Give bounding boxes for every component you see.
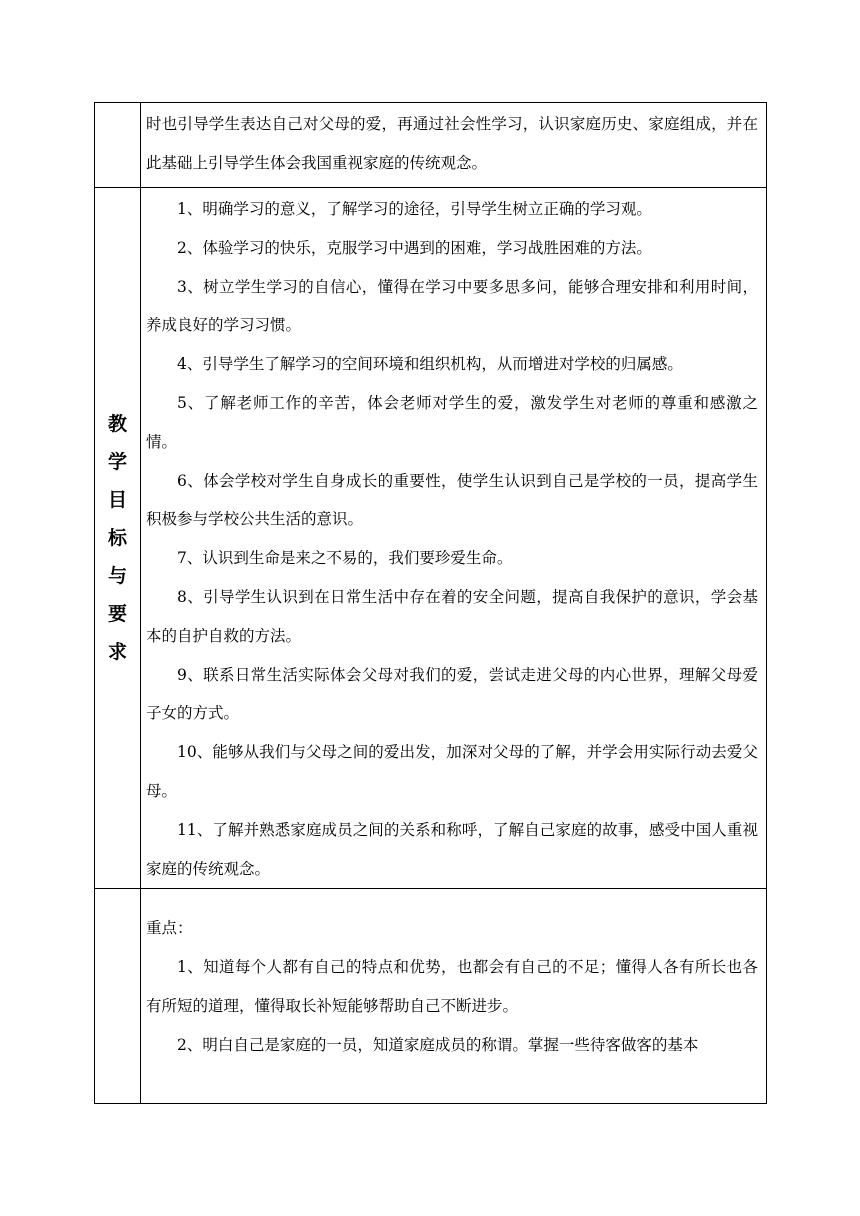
goal-item: 3、树立学生学习的自信心，懂得在学习中要多思多问，能够合理安排和利用时间，养成良好的学习习惯。: [146, 277, 758, 335]
goal-item: 6、体会学校对学生自身成长的重要性，使学生认识到自己是学校的一员，提高学生积极参与学校公共生活的意识。: [146, 471, 758, 529]
goal-item: 5、了解老师工作的辛苦，体会老师对学生的爱，激发学生对老师的尊重和感激之情。: [146, 393, 758, 451]
key-point-item: 2、明白自己是家庭的一员，知道家庭成员的称谓。掌握一些待客做客的基本: [177, 1035, 699, 1054]
key-points-heading: 重点：: [146, 919, 193, 938]
table-row: [95, 103, 767, 188]
row-content-cell: [141, 889, 767, 1104]
goal-item: 4、引导学生了解学习的空间环境和组织机构，从而增进对学校的归属感。: [177, 355, 683, 374]
goal-item: 9、联系日常生活实际体会父母对我们的爱，尝试走进父母的内心世界，理解父母爱子女的方式。: [146, 665, 758, 723]
goal-item: 8、引导学生认识到在日常生活中存在着的安全问题，提高自我保护的意识，学会基本的自护自救的方法。: [146, 587, 758, 645]
teaching-goals-label: 教学目标与要求: [107, 413, 127, 664]
goal-item: 11、了解并熟悉家庭成员之间的关系和称呼，了解自己家庭的故事，感受中国人重视家庭的传统观念。: [146, 820, 758, 878]
row-label-cell: [95, 188, 141, 889]
row-content-cell: [141, 103, 767, 188]
paragraph: 时也引导学生表达自己对父母的爱，再通过社会性学习，认识家庭历史、家庭组成，并在此基础上引导学生体会我国重视家庭的传统观念。: [146, 115, 758, 172]
key-point-item: 1、知道每个人都有自己的特点和优势，也都会有自己的不足；懂得人各有所长也各有所短的道理，懂得取长补短能够帮助自己不断进步。: [146, 958, 758, 1015]
row-label-cell: [95, 889, 141, 1104]
goal-item: 1、明确学习的意义，了解学习的途径，引导学生树立正确的学习观。: [177, 200, 652, 218]
table-row: [95, 188, 767, 889]
table-row: [95, 889, 767, 1104]
lesson-plan-table: [94, 102, 767, 1104]
row-label-cell: [95, 103, 141, 188]
goal-item: 10、能够从我们与父母之间的爱出发，加深对父母的了解，并学会用实际行动去爱父母。: [146, 743, 758, 800]
goal-item: 2、体验学习的快乐，克服学习中遇到的困难，学习战胜困难的方法。: [177, 238, 652, 257]
row-content-cell: [141, 188, 767, 889]
goal-item: 7、认识到生命是来之不易的，我们要珍爱生命。: [177, 549, 513, 568]
